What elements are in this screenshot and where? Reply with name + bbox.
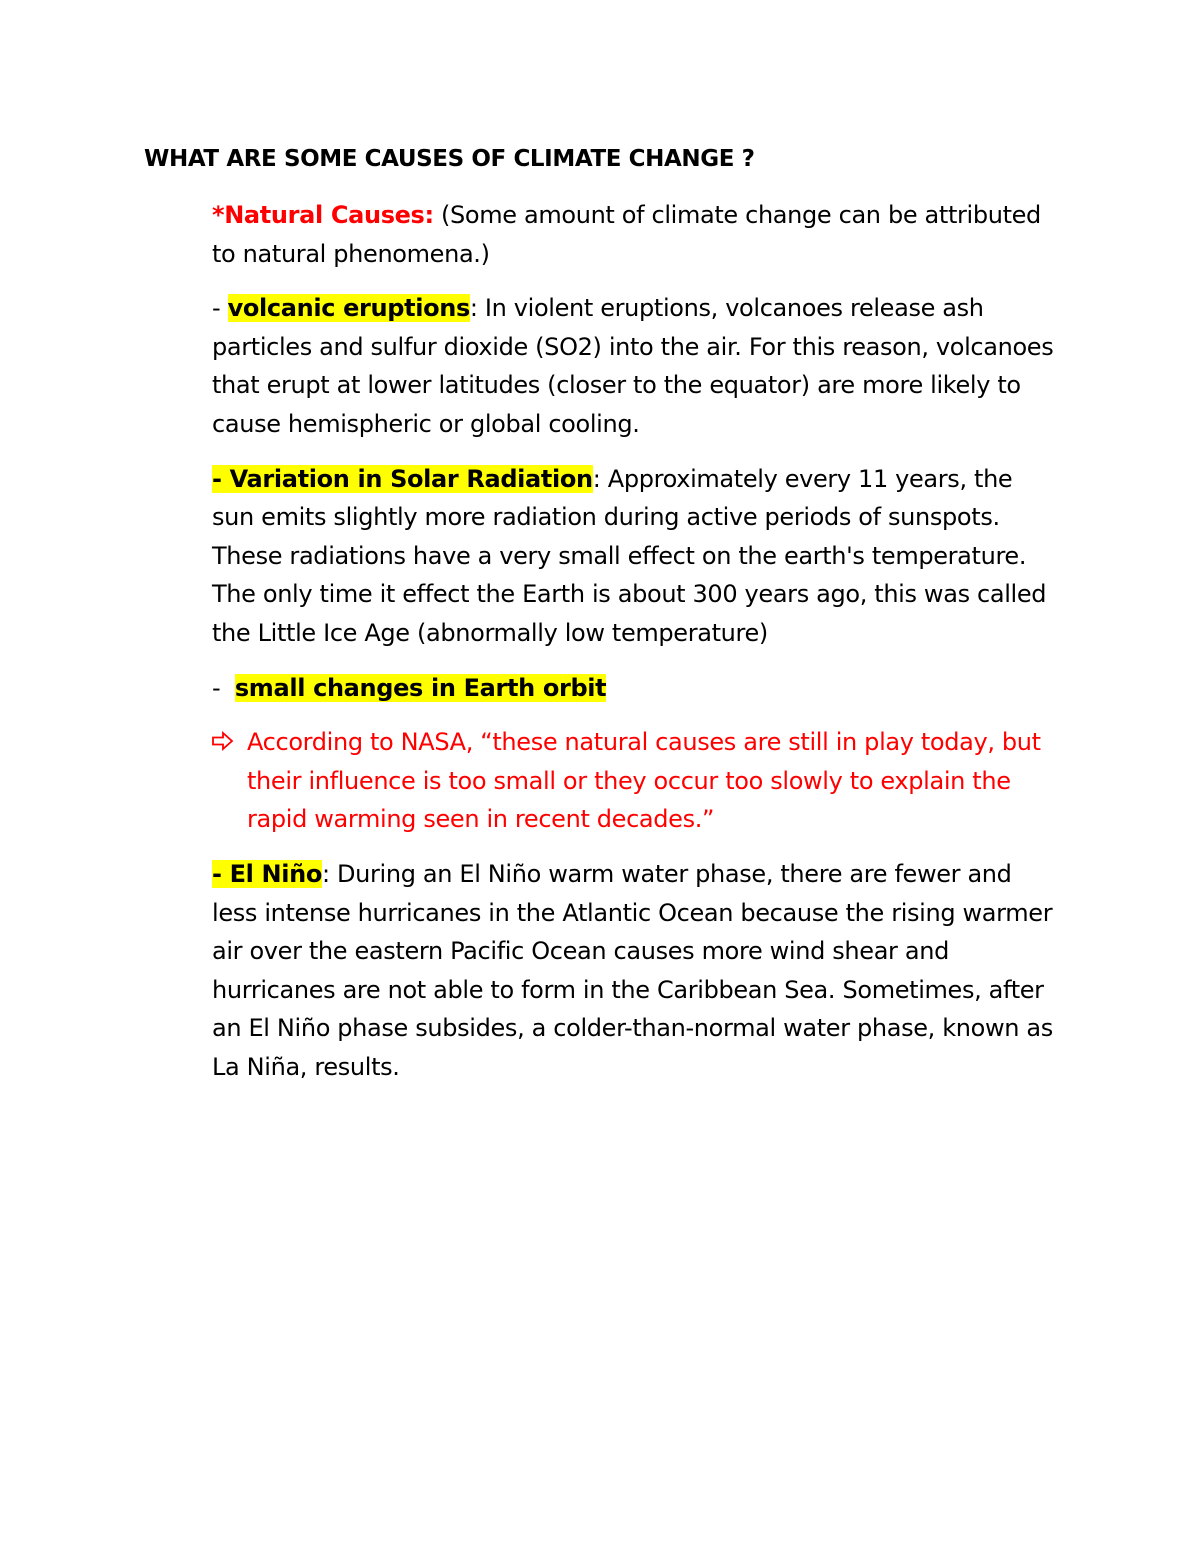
volcanic-eruptions-paragraph: [212, 289, 1060, 443]
el-nino-text: : During an El Niño warm water phase, there are fewer and less intense hurricanes in the Atlantic Ocean because the rising warmer air over the eastern Pacific Ocean causes more wind shear and hurricanes are not able to form in the Caribbean Sea. Sometimes, after an El Niño phase subsides, a colder-than-normal water phase, known as La Niña, results.: [212, 859, 1053, 1081]
solar-radiation-term: - Variation in Solar Radiation: [212, 464, 593, 493]
nasa-quote-paragraph: [212, 723, 1060, 839]
earth-orbit-term: small changes in Earth orbit: [234, 673, 607, 702]
volcanic-eruptions-text: : In violent eruptions, volcanoes release ash particles and sulfur dioxide (SO2) into the air. For this reason, volcanoes that erupt at lower latitudes (closer to the equator) are more likely to cause hemispheric or global cooling.: [212, 294, 1054, 438]
document-body: [212, 196, 1060, 1102]
natural-causes-heading: *Natural Causes:: [212, 201, 434, 229]
earth-orbit-paragraph: [212, 669, 1060, 708]
volcanic-prefix: -: [212, 294, 228, 323]
solar-radiation-paragraph: [212, 460, 1060, 653]
el-nino-term: - El Niño: [212, 859, 323, 888]
volcanic-eruptions-term: volcanic eruptions: [227, 294, 470, 323]
solar-radiation-text: : Approximately every 11 years, the sun emits slightly more radiation during active periods of sunspots. These radiations have a very small effect on the earth's temperature. The only time it effect the Earth is about 300 years ago, this was called the Little Ice Age (abnormally low temperature): [212, 464, 1047, 647]
el-nino-paragraph: [212, 855, 1060, 1087]
nasa-quote-text: According to NASA, “these natural causes are still in play today, but their influence is too small or they occur too slowly to explain the rapid warming seen in recent decades.”: [247, 728, 1041, 834]
natural-causes-paragraph: [212, 196, 1060, 273]
hollow-right-arrow-icon: [212, 730, 234, 752]
document-title: WHAT ARE SOME CAUSES OF CLIMATE CHANGE ?: [144, 146, 755, 172]
orbit-prefix: -: [212, 673, 235, 702]
natural-causes-text: (Some amount of climate change can be attributed to natural phenomena.): [212, 201, 1041, 268]
